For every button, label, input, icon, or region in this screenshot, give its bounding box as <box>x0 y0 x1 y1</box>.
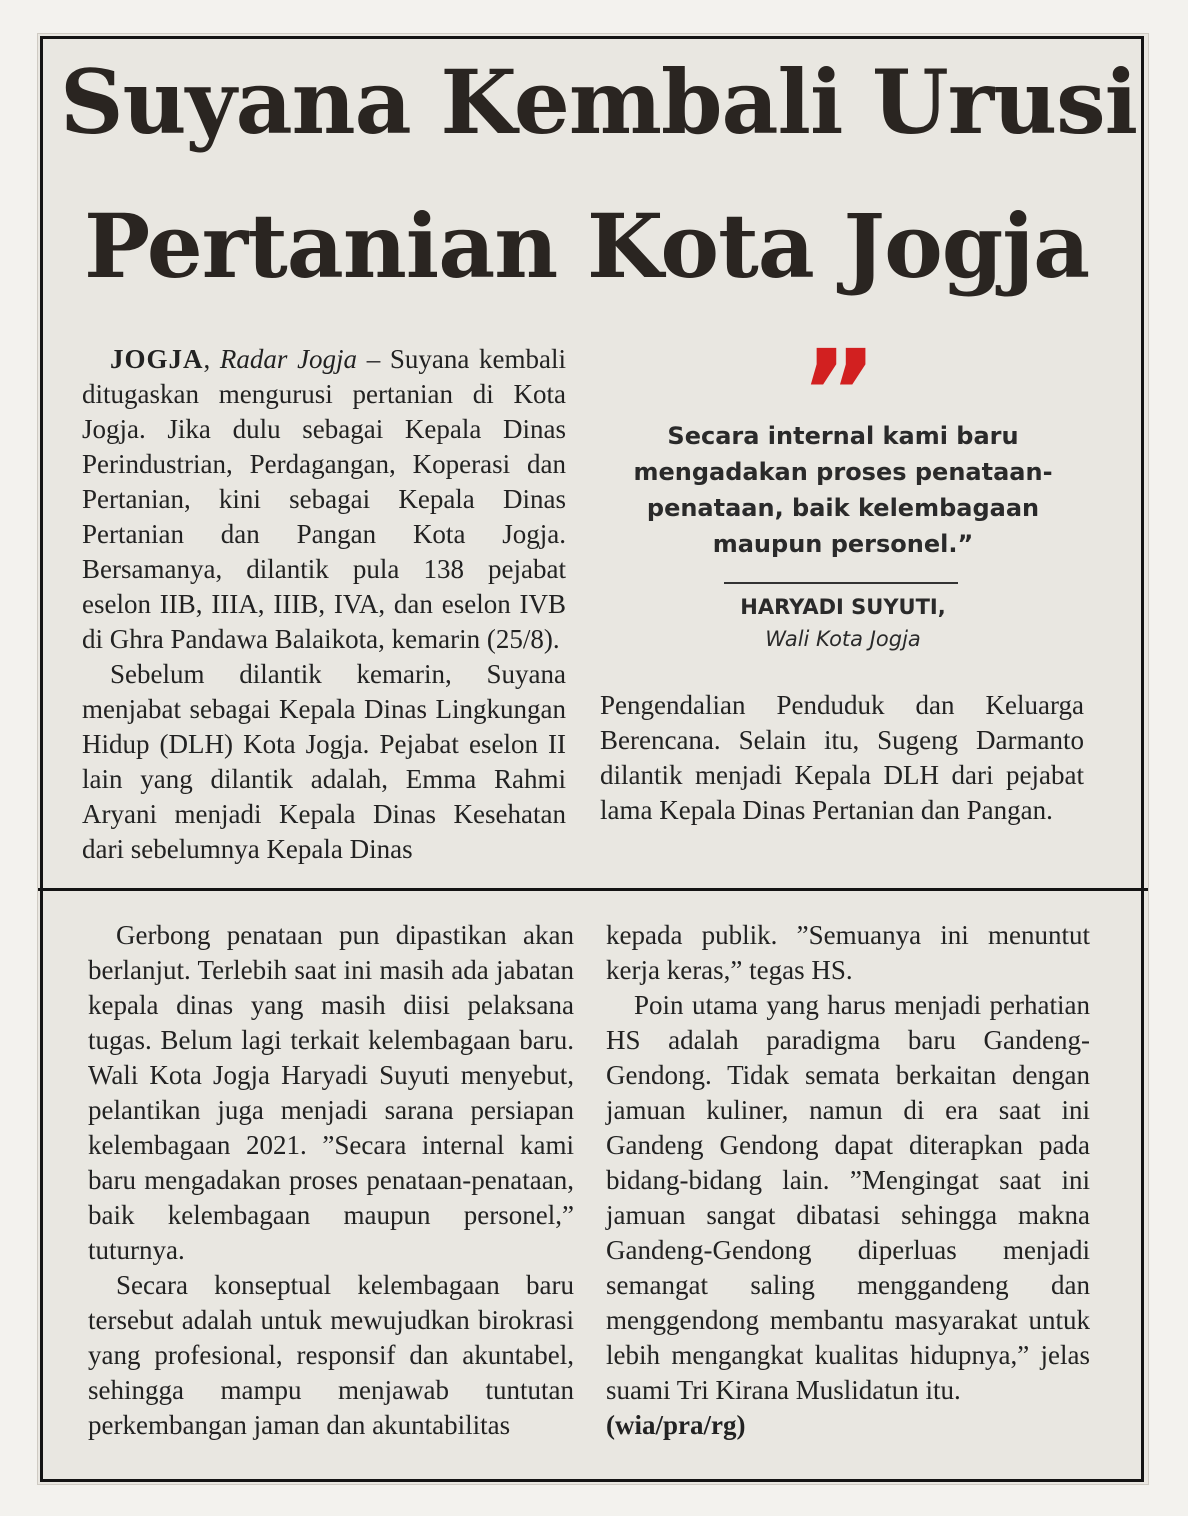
paragraph: Sebelum dilantik kemarin, Suyana menjabat sebagai Kepala Dinas Lingkungan Hidup (DLH) Kota Jogja. Pejabat eselon II lain yang dilantik adalah, Emma Rahmi Aryani menjadi Kepala Dinas Kesehatan dari sebelumnya Kepala Dinas <box>82 659 566 864</box>
pullquote-name: HARYADI SUYUTI, <box>740 595 946 619</box>
paragraph-text: – Suyana kembali ditugaskan mengurusi pertanian di Kota Jogja. Jika dulu sebagai Kepala Dinas Perindustrian, Perdagangan, Koperasi dan Pertanian, kini sebagai Kepala Dinas Pertanian dan Pangan Kota Jogja. Bersamanya, dilantik pula 138 pejabat eselon IIB, IIIA, IIIB, IVA, dan eselon IVB di Ghra Pandawa Balaikota, kemarin (25/8). <box>82 344 566 654</box>
paragraph: Pengendalian Penduduk dan Keluarga Berencana. Selain itu, Sugeng Darmanto dilantik menjadi Kepala DLH dari pejabat lama Kepala Dinas Pertanian dan Pangan. <box>600 690 1084 825</box>
pullquote-role: Wali Kota Jogja <box>765 627 921 651</box>
article-column-1 <box>82 342 566 867</box>
headline-line-1: Suyana Kembali Urusi <box>60 50 1138 154</box>
headline-line-2: Pertanian Kota Jogja <box>84 194 1090 298</box>
dateline: JOGJA <box>110 344 204 374</box>
source-name: Radar Jogja <box>219 344 358 374</box>
paragraph: kepada publik. ”Semuanya ini menuntut kerja keras,” tegas HS. <box>606 920 1090 985</box>
paragraph: Secara konseptual kelembagaan baru tersebut adalah untuk mewujudkan birokrasi yang profesional, responsif dan akuntabel, sehingga mampu menjawab tuntutan perkembangan jaman dan akuntabilitas <box>88 1270 574 1440</box>
section-divider <box>38 888 1148 891</box>
quote-mark-icon: ” <box>800 324 878 462</box>
paragraph: Poin utama yang harus menjadi perhatian HS adalah paradigma baru Gandeng-Gendong. Tidak semata berkaitan dengan jamuan kuliner, namun di era saat ini Gandeng Gendong dapat diterapkan pada bidang-bidang lain. ”Mengingat saat ini jamuan sangat dibatasi sehingga makna Gandeng-Gendong diperluas menjadi semangat saling menggandeng dan menggendong membantu masyarakat untuk lebih mengangkat kualitas hidupnya,” jelas suami Tri Kirana Muslidatun itu. <box>606 990 1090 1405</box>
paragraph: Gerbong penataan pun dipastikan akan berlanjut. Terlebih saat ini masih ada jabatan kepala dinas yang masih diisi pelaksana tugas. Belum lagi terkait kelembagaan baru. Wali Kota Jogja Haryadi Suyuti menyebut, pelantikan juga menjadi sarana persiapan kelembagaan 2021. ”Secara internal kami baru mengadakan proses penataan-penataan, baik kelembagaan maupun personel,” tuturnya. <box>88 920 574 1265</box>
article-column-3 <box>88 918 574 1443</box>
paragraph: JOGJA, Radar Jogja – Suyana kembali ditugaskan mengurusi pertanian di Kota Jogja. Jika dulu sebagai Kepala Dinas Perindustrian, Perdagangan, Koperasi dan Pertanian, kini sebagai Kepala Dinas Pertanian dan Pangan Kota Jogja. Bersamanya, dilantik pula 138 pejabat eselon IIB, IIIA, IIIB, IVA, dan eselon IVB di Ghra Pandawa Balaikota, kemarin (25/8). <box>82 344 566 654</box>
pullquote-rule <box>724 582 958 584</box>
article-column-2 <box>600 688 1084 828</box>
byline-signature: (wia/pra/rg) <box>606 1410 746 1440</box>
pullquote-text: Secara internal kami baru mengadakan proses penataan-penataan, baik kelembagaan maupun personel.” <box>633 422 1053 558</box>
article-column-4 <box>606 918 1090 1443</box>
